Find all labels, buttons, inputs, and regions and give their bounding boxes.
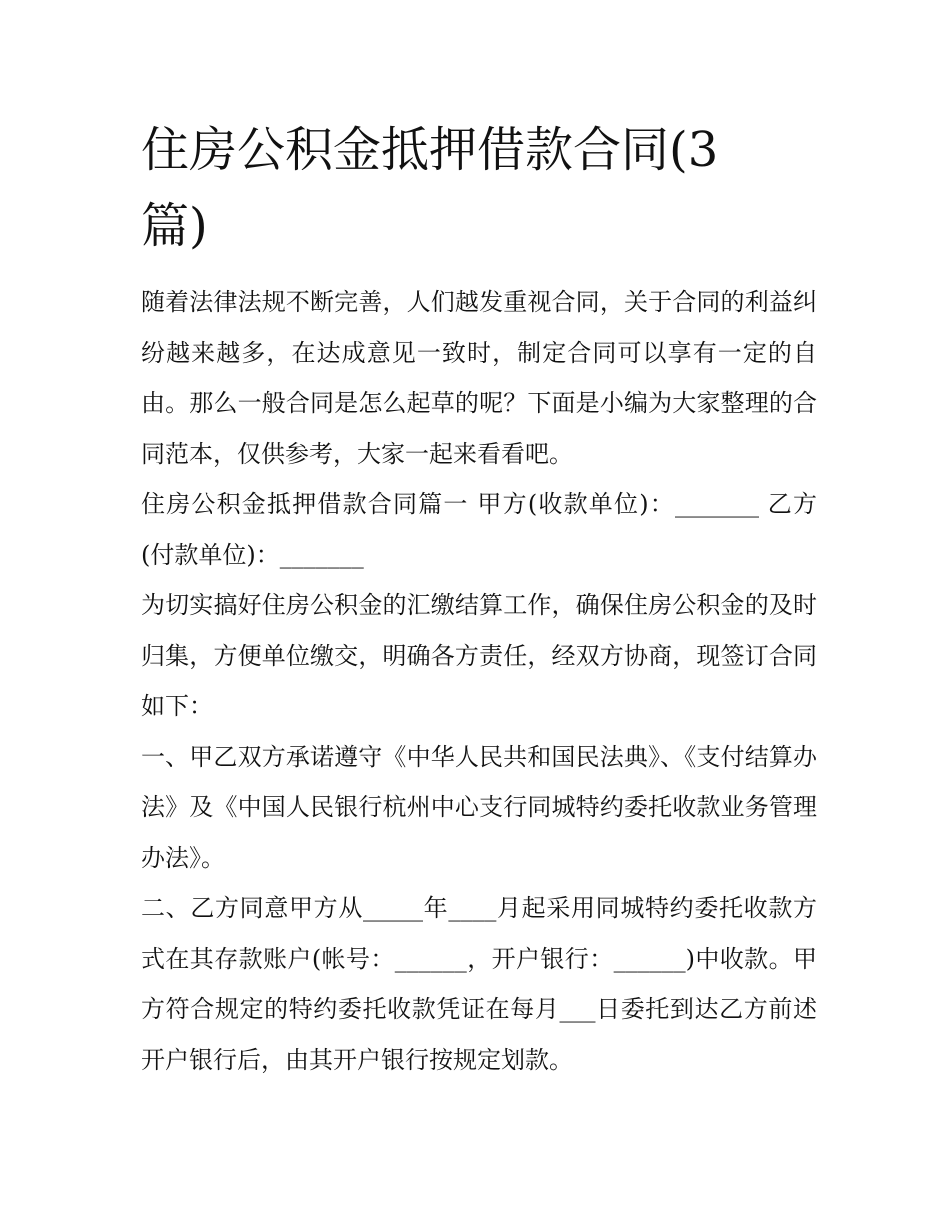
document-body: [141, 277, 817, 1085]
purpose-paragraph: 为切实搞好住房公积金的汇缴结算工作，确保住房公积金的及时归集，方便单位缴交，明确各方责任，经双方协商，现签订合同如下：: [141, 591, 817, 720]
page-title: [141, 112, 781, 264]
clause-one-paragraph: 一、甲乙双方承诺遵守《中华人民共和国民法典》、《支付结算办法》及《中国人民银行杭州中心支行同城特约委托收款业务管理办法》。: [141, 742, 817, 872]
parties-paragraph: 住房公积金抵押借款合同篇一 甲方(收款单位)：_______ 乙方(付款单位)：_______: [141, 490, 817, 569]
title-line-1: 住房公积金抵押借款合同(3: [141, 122, 719, 178]
title-line-2: 篇): [141, 198, 208, 254]
intro-paragraph: 随着法律法规不断完善，人们越发重视合同，关于合同的利益纠纷越来越多，在达成意见一致时，制定合同可以享有一定的自由。那么一般合同是怎么起草的呢？下面是小编为大家整理的合同范本，仅供参考，大家一起来看看吧。: [141, 288, 817, 468]
clause-two-paragraph: 二、乙方同意甲方从_____年____月起采用同城特约委托收款方式在其存款账户(帐号：______，开户银行：______)中收款。甲方符合规定的特约委托收款凭证在每月___日委托到达乙方前述开户银行后，由其开户银行按规定划款。: [141, 894, 817, 1074]
